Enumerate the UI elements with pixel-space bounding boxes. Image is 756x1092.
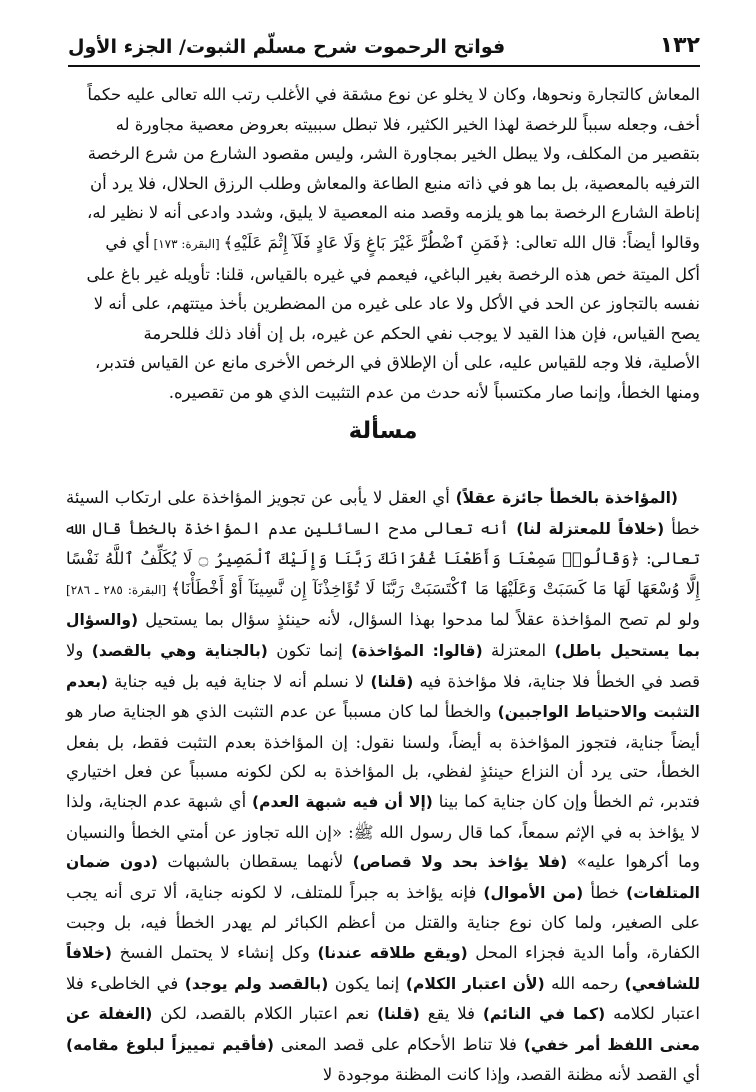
page-number: ١٣٢ (659, 33, 700, 58)
sharh-text: فلا يقع (419, 1004, 483, 1024)
matn-text: (بالقصد ولم يوجد) (184, 974, 329, 993)
matn-text: (الغفلة عن معنى اللفظ أمر خفي) (66, 1005, 700, 1054)
running-title: فواتح الرحموت شرح مسلّم الثبوت/ الجزء الأول (68, 36, 506, 58)
matn-text: (قلنا) (377, 1005, 420, 1024)
text-line: الأصلية، فلا وجه للقياس عليه، على أن الإطلاق في الرخص الأخرى مانع عن القياس فتدبر، (94, 353, 700, 373)
matn-text: (قلنا) (370, 672, 414, 691)
text-span: وقالوا أيضاً: قال الله تعالى: (509, 232, 700, 252)
sharh-text: إنما تكون (267, 640, 352, 660)
text-line: يصح القياس، فإن هذا القيد لا يوجب نفي الحكم عن غيره، بل إن أفاد ذلك فللحرمة (143, 323, 700, 343)
sharh-text: والخطأ لما كان مسبباً عن عدم التثبت الذي هو الجناية صار هو أيضاً جناية، فتجوز المؤاخذة به أيضاً، ولسنا نقول: إن المؤاخذة بعدم التثبت فقط، بل بفعل الخطأ، حتى يرد أن النزاع حينئذٍ لفظي، بل المؤاخذة به لكن لكونه مسبباً عن فعل اختياري فتدبر، ثم الخطأ وإن كان جناية كما بينا (66, 702, 700, 811)
text-line-with-quran (66, 228, 700, 260)
matn-text: (خلافاً للمعتزلة لنا) (516, 519, 665, 538)
matn-text: (خلافاً للشافعي) (66, 943, 701, 993)
matn-text: (دون ضمان المتلفات) (66, 853, 700, 902)
section-title: مسألة (348, 418, 418, 444)
sharh-text: رحمه الله (544, 973, 625, 993)
sharh-text: في الخاطىء فلا اعتبار لكلامه (66, 973, 700, 1024)
sharh-text: فلا تناط الأحكام على قصد المعنى (273, 1034, 524, 1054)
sharh-text: ولو لم تصح المؤاخذة عقلاً لما مدحوا بهذا السؤال، لأنه حينئذٍ سؤال بما يستحيل (138, 610, 700, 630)
verse-reference: [البقرة: ١٧٣] (149, 236, 224, 251)
matn-text: (المؤاخذة بالخطأ جائزة عقلاً) (455, 489, 678, 507)
matn-text: (كما في النائم) (482, 1005, 606, 1024)
text-line: نفسه بالتجاوز عن الحد في الأكل ولا عاد على غيره من المضطرين بأخذ ميتتهم، على أنه لا (93, 294, 700, 314)
sharh-text: أنه تعالى مدح السائلين عدم المؤاخذة بالخطأ قال الله تعالى: (66, 518, 700, 569)
text-line: الترفيه بالمعصية، بل بما هو في ذاته منبع الطاعة والمعاش وطلب الرزق الحلال، فلا يرد أن (89, 173, 700, 193)
matn-text: (فلا يؤاخذ بحد ولا قصاص) (352, 853, 568, 872)
sharh-text: نعم اعتبار الكلام بالقصد، لكن (152, 1004, 378, 1024)
text-span: أي في (105, 232, 150, 252)
text-line: المعاش كالتجارة ونحوها، وكان لا يخلو عن نوع مشقة في الأغلب رتب الله تعالى عليه حكماً (87, 85, 700, 104)
sharh-text: ولا قصد في الخطأ فلا جناية، فلا مؤاخذة فيه (66, 640, 700, 691)
text-line: ومنها الخطأ، وإنما صار مكتسباً لأنه حدث من عدم التثبيت الذي هو من تقصيره. (168, 382, 700, 402)
sharh-text: المعتزلة (482, 640, 555, 660)
sharh-text: لأنهما يسقطان بالشبهات (157, 852, 353, 872)
sharh-text: فإنه يؤاخذ به جبراً للمتلف، لا لكونه جناية، ألا ترى أنه يجب على الصغير، ولما كان نوع جناية والقتل من أعظم الكبائر لم يهدر الخطأ فيه، بل وجبت الكفارة، وأما الدية فجزاء المحل (66, 882, 700, 962)
verse-reference: [البقرة: ٢٨٥ ـ ٢٨٦] (66, 582, 172, 597)
matn-text: (من الأموال) (483, 883, 584, 902)
matn-text: (إلا أن فيه شبهة العدم) (252, 792, 433, 811)
header-rule (68, 65, 700, 67)
matn-text: (بالجناية وهي بالقصد) (91, 641, 268, 660)
paragraph-1 (66, 80, 700, 408)
paragraph-2 (66, 483, 700, 1090)
matn-text: (لأن اعتبار الكلام) (405, 974, 545, 993)
matn-text: (فأقيم تمييزاً لبلوغ مقامه) (66, 1035, 274, 1054)
matn-text: (قالوا: المؤاخذة) (351, 641, 483, 660)
sharh-text: لا نسلم أنه لا جناية فيه بل فيه جناية (107, 671, 371, 691)
quran-verse: ﴿فَمَنِ ٱضْطُرَّ غَيْرَ بَاغٍ وَلَا عَادٍ فَلَآ إِثْمَ عَلَيْهِ﴾ (223, 232, 510, 252)
text-line: بتقصير من المكلف، ولا يبطل الخير بمجاورة الشر، وليس مقصود الشارع من شرع الرخصة (87, 144, 700, 164)
sharh-text: أي القصد لأنه مظنة القصد، وإذا كانت المظنة موجودة لا (322, 1065, 700, 1085)
text-line: أكل الميتة خص هذه الرخصة بغير الباغي، فيعمم في غيره بالقياس، قلنا: تأويله غير باغ على (86, 264, 700, 284)
sharh-text: إنما يكون (328, 973, 406, 993)
sharh-text: أي شبهة عدم الجناية، ولذا لا يؤاخذ به في الإثم سمعاً، كما قال رسول الله ﷺ: «إن الله تجاوز عن أمتي الخطأ والنسيان وما أكرهوا عليه» (66, 791, 700, 872)
sharh-text: وكل إنشاء لا يحتمل الفسخ (112, 942, 318, 962)
sharh-text: أي العقل لا يأبى عن تجويز المؤاخذة على ارتكاب السيئة خطأ (66, 488, 700, 538)
matn-text: (بعدم التثبت والاحتياط الواجبين) (66, 672, 700, 722)
quran-verse: ﴿وَقَالُوا۟ سَمِعْنَا وَأَطَعْنَا غُفْرَانَكَ رَبَّنَا وَإِلَيْكَ ٱلْمَصِيرُ ۝ لَا يُكَلِّفُ ٱللَّهُ نَفْسًا إِلَّا وُسْعَهَا لَهَا مَا كَسَبَتْ وَعَلَيْهَا مَا ٱكْتَسَبَتْ رَبَّنَا لَا تُؤَاخِذْنَآ إِن نَّسِينَآ أَوْ أَخْطَأْنَا﴾ (66, 549, 701, 598)
page-header (68, 24, 700, 58)
matn-text: (ويقع طلاقه عندنا) (317, 943, 468, 962)
matn-text: (والسؤال بما يستحيل باطل) (66, 611, 700, 660)
sharh-text: خطأ (583, 882, 627, 902)
text-line: أخف، وجعله سبباً للرخصة لهذا الخير الكثير، فلا تبطل سببيته بعروض معصية مجاورة له (115, 114, 700, 134)
text-line: إناطة الشارع الرخصة بما هو يلزمه وقصد منه المعصية لا يليق، وشدد وادعى أنه لا نظير له، (87, 203, 700, 223)
